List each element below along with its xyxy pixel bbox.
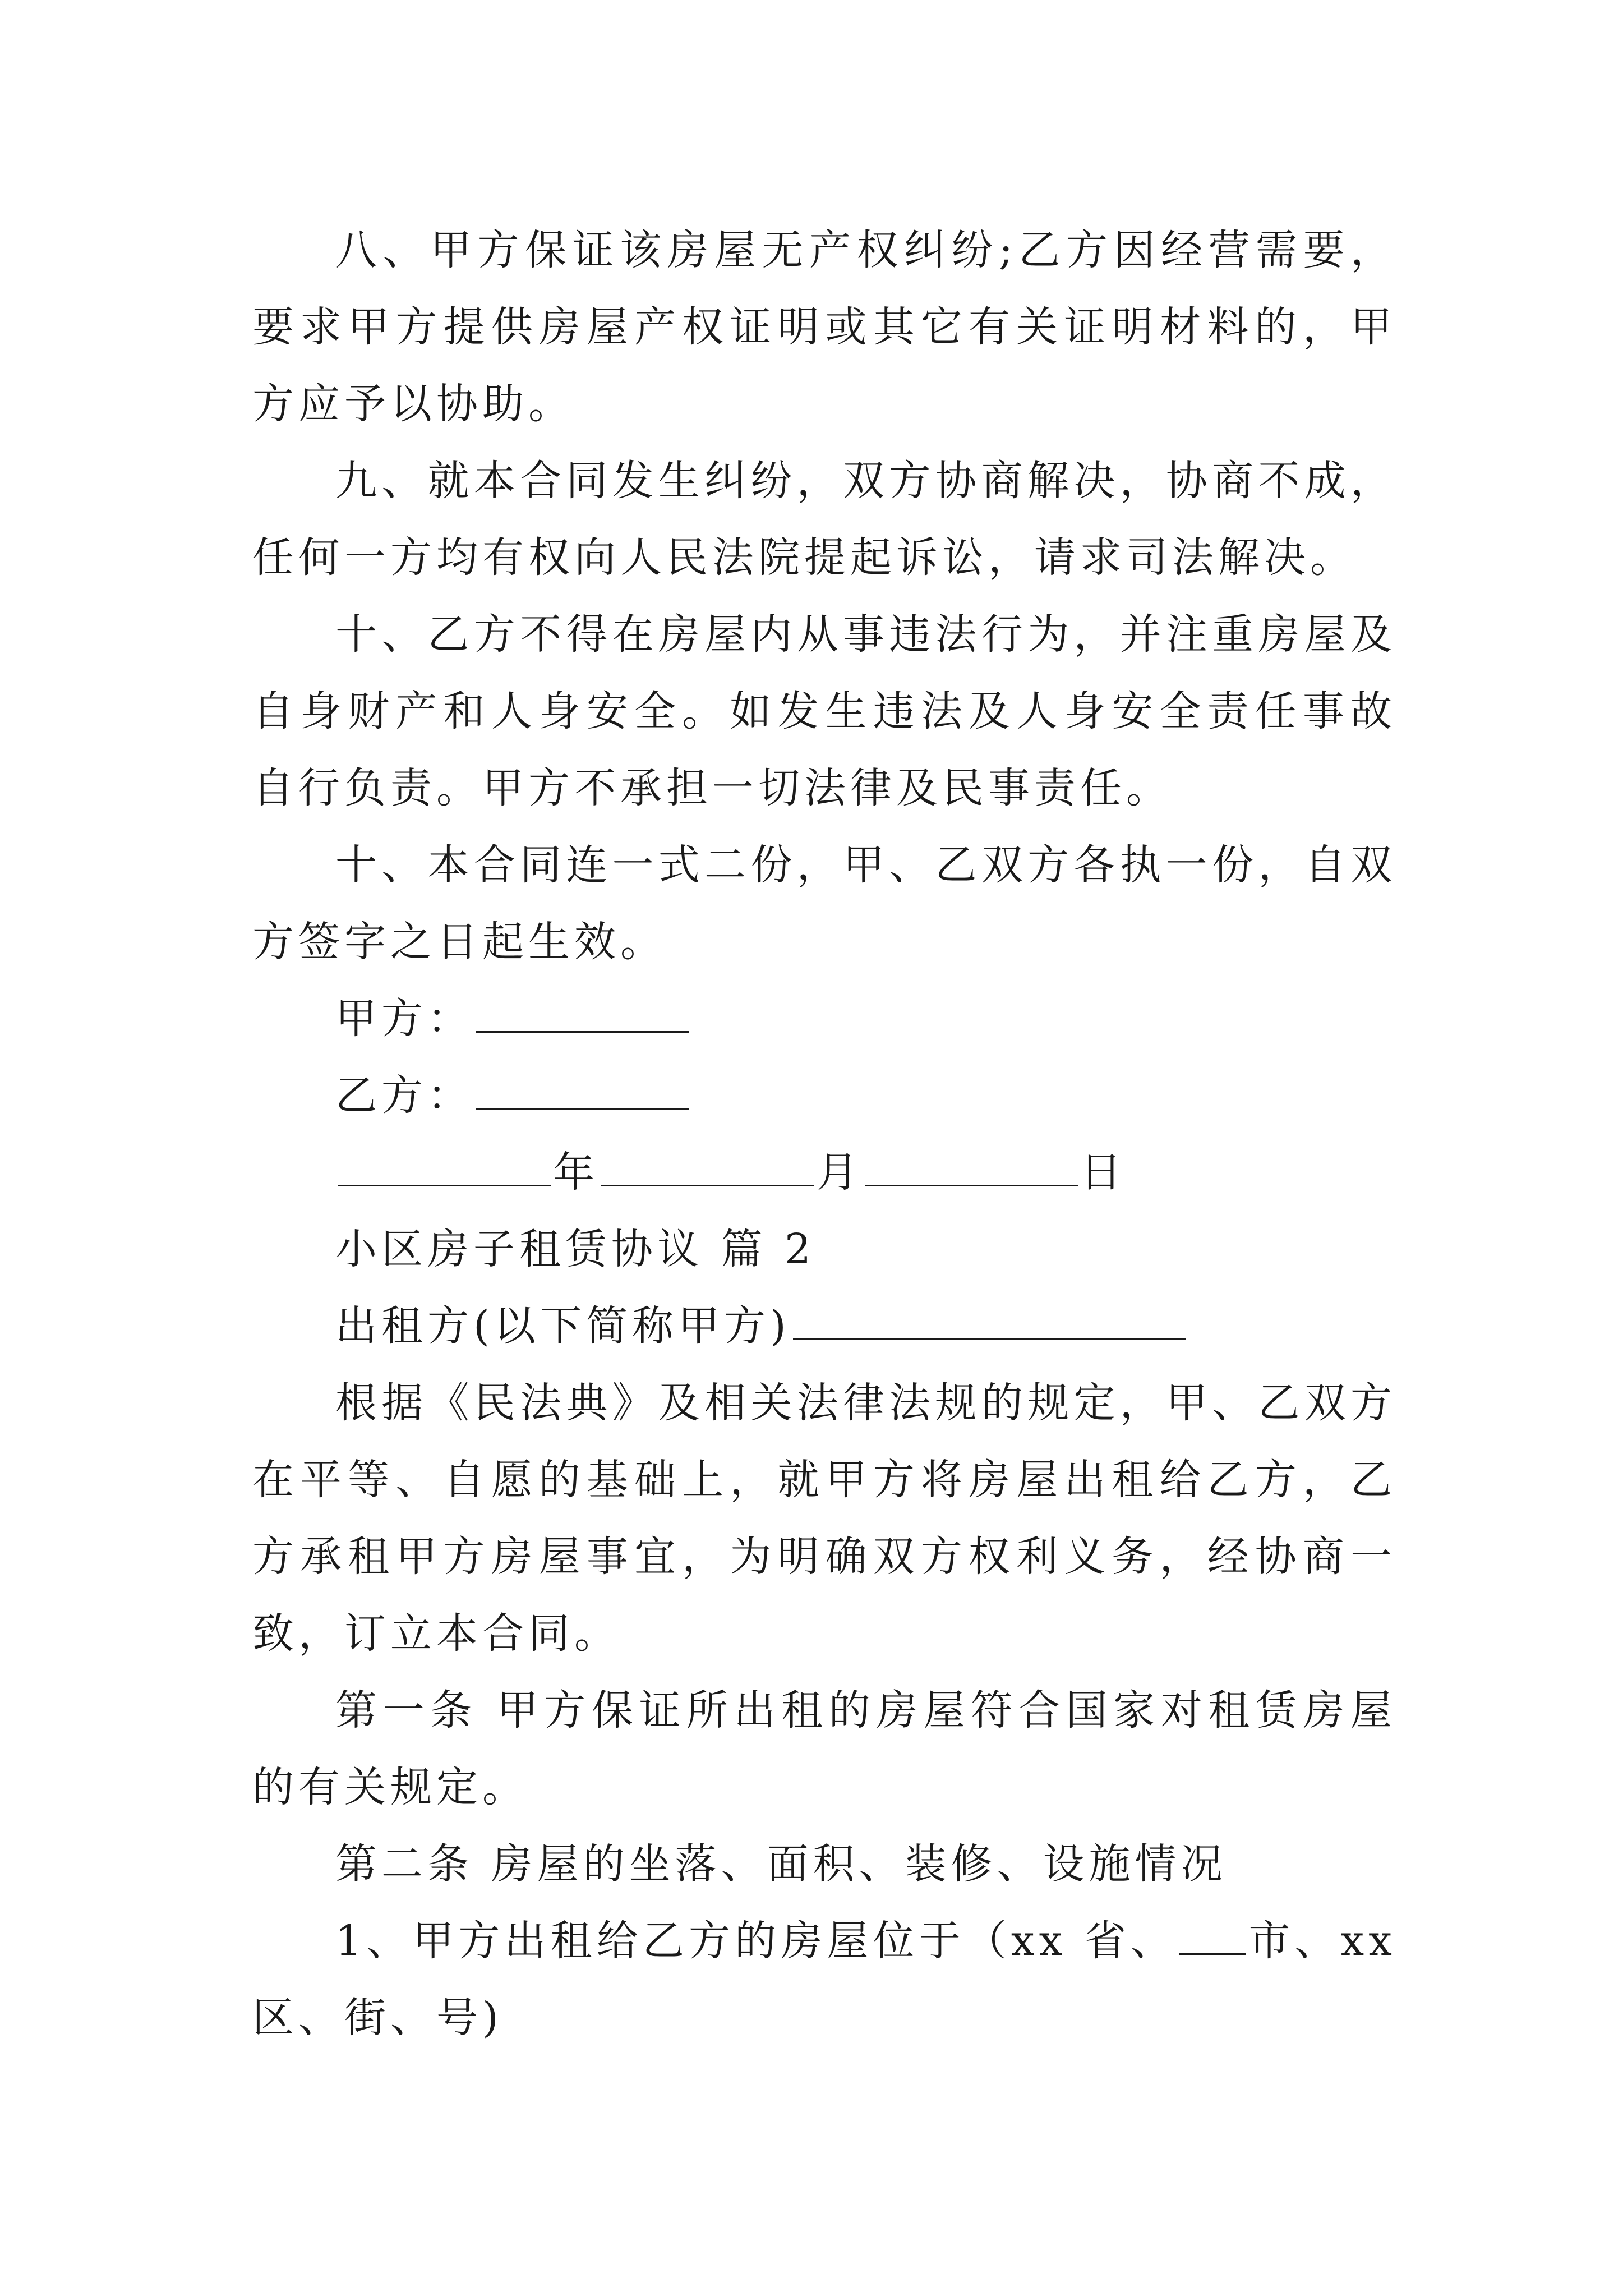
party-a-blank [476,997,689,1033]
clause-10b: 十、本合同连一式二份，甲、乙双方各执一份，自双方签字之日起生效。 [252,841,1396,966]
city-blank [1179,1920,1246,1955]
article-2: 第二条 房屋的坐落、面积、装修、设施情况 [335,1840,1227,1888]
day-label: 日 [1080,1148,1126,1197]
lessor-label: 出租方(以下简称甲方) [335,1302,791,1350]
date-line [252,1134,1396,1211]
year-label: 年 [553,1148,599,1197]
article-1: 第一条 甲方保证所出租的房屋符合国家对租赁房屋的有关规定。 [252,1686,1396,1811]
document-body [252,212,1396,2056]
lessor-blank [793,1305,1186,1340]
lessor-line [252,1288,1396,1365]
signature-party-b [252,1057,1396,1134]
address-prefix: 1、甲方出租给乙方的房屋位于（xx 省、 [335,1917,1177,1965]
month-blank [601,1151,814,1186]
year-blank [338,1151,551,1186]
party-a-label: 甲方： [335,995,473,1043]
party-b-blank [476,1074,689,1110]
clause-8: 八、甲方保证该房屋无产权纠纷;乙方因经营需要，要求甲方提供房屋产权证明或其它有关证明材料的，甲方应予以协助。 [252,226,1396,428]
clause-10: 十、乙方不得在房屋内从事违法行为，并注重房屋及自身财产和人身安全。如发生违法及人身安全责任事故自行负责。甲方不承担一切法律及民事责任。 [252,610,1396,812]
address-suffix: 市、xx 区、街、号) [252,1917,1396,2042]
day-blank [865,1151,1078,1186]
section-title: 小区房子租赁协议 篇 2 [335,1225,816,1273]
signature-party-a [252,981,1396,1057]
clause-9: 九、就本合同发生纠纷，双方协商解决，协商不成，任何一方均有权向人民法院提起诉讼，请求司法解决。 [252,457,1396,582]
preamble: 根据《民法典》及相关法律法规的规定，甲、乙双方在平等、自愿的基础上，就甲方将房屋出租给乙方，乙方承租甲方房屋事宜，为明确双方权利义务，经协商一致，订立本合同。 [252,1379,1396,1658]
address-clause [252,1903,1396,2056]
month-label: 月 [817,1148,863,1197]
party-b-label: 乙方： [335,1071,473,1120]
